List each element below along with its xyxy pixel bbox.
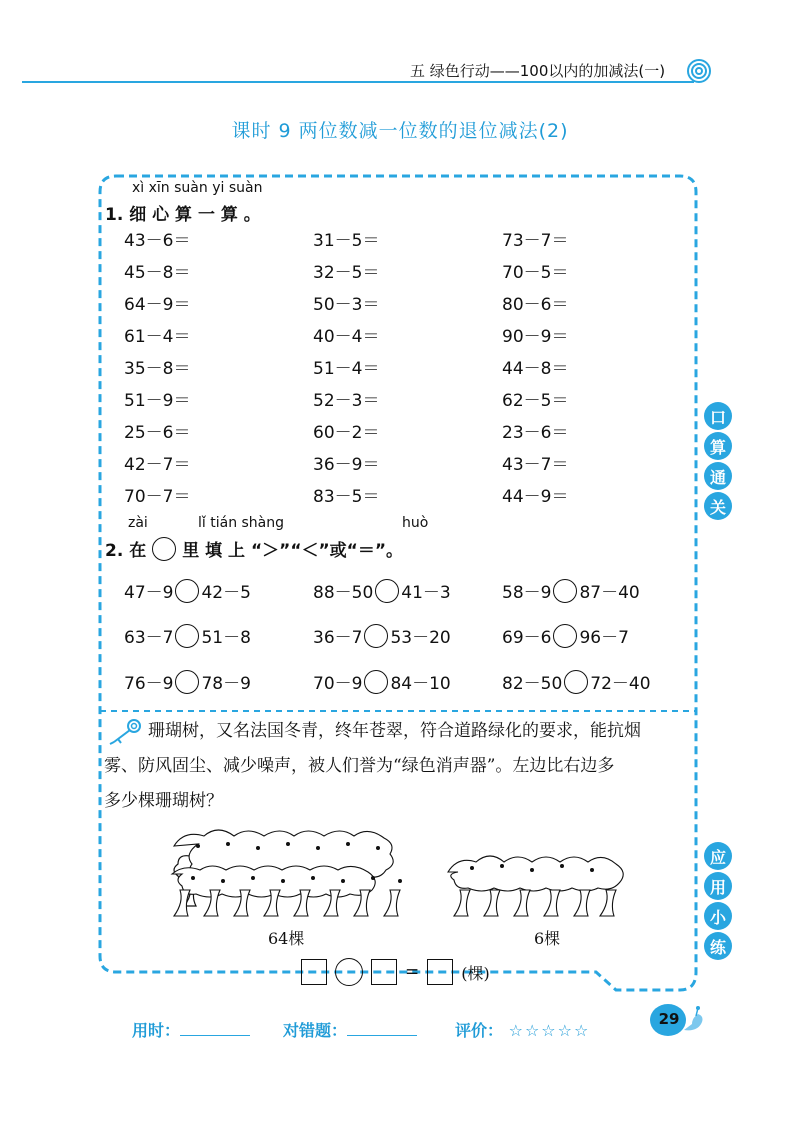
compare-answer-circle[interactable] [553, 579, 577, 603]
compare-left: 69－6 [502, 628, 552, 648]
rating-label: 评价： [455, 1021, 504, 1040]
side-tab-char: 关 [704, 492, 732, 520]
time-blank[interactable] [180, 1021, 250, 1036]
errors-field [283, 1018, 417, 1041]
header-divider [22, 81, 694, 83]
side-tab-mental-math [704, 402, 732, 520]
errors-blank[interactable] [347, 1021, 417, 1036]
calc-item: 73－7＝ [502, 231, 569, 251]
answer-box-1[interactable] [301, 959, 327, 985]
rating-field [455, 1018, 590, 1041]
page-number: 29 [658, 1010, 680, 1028]
calc-item: 64－9＝ [124, 295, 191, 315]
compare-item [124, 578, 251, 603]
compare-answer-circle[interactable] [364, 624, 388, 648]
q2-pinyin-huo: huò [402, 515, 429, 531]
compare-left: 47－9 [124, 583, 174, 603]
compare-item [502, 669, 651, 694]
q1-column-3 [502, 228, 568, 516]
answer-box-result[interactable] [427, 959, 453, 985]
compare-right: 96－7 [579, 628, 629, 648]
calc-item: 32－5＝ [313, 263, 380, 283]
side-tab-char: 练 [704, 932, 732, 960]
compare-right: 84－10 [390, 674, 451, 694]
compare-item [313, 578, 451, 603]
compare-right: 51－8 [201, 628, 251, 648]
rating-stars[interactable]: ☆☆☆☆☆ [508, 1021, 591, 1040]
compare-answer-circle[interactable] [364, 670, 388, 694]
calc-item: 36－9＝ [313, 455, 380, 475]
tree-group-right-illustration [444, 842, 624, 922]
story-line-2: 雾、防风固尘、减少噪声，被人们誉为“绿色消声器”。左边比右边多 [104, 756, 615, 776]
compare-left: 63－7 [124, 628, 174, 648]
operator-circle[interactable] [335, 958, 363, 986]
q2-heading [105, 536, 403, 561]
circle-placeholder-icon [152, 537, 176, 561]
calc-item: 51－9＝ [124, 391, 191, 411]
compare-item [313, 623, 451, 648]
calc-item: 83－5＝ [313, 487, 380, 507]
calc-item: 70－5＝ [502, 263, 569, 283]
compare-left: 36－7 [313, 628, 363, 648]
answer-equation [301, 958, 490, 986]
unit-label: (棵) [461, 963, 490, 983]
calc-item: 52－3＝ [313, 391, 380, 411]
compare-right: 41－3 [401, 583, 451, 603]
q1-column-1 [124, 228, 190, 516]
compare-left: 88－50 [313, 583, 374, 603]
compare-answer-circle[interactable] [553, 624, 577, 648]
calc-item: 35－8＝ [124, 359, 191, 379]
compare-answer-circle[interactable] [175, 670, 199, 694]
calc-item: 44－9＝ [502, 487, 569, 507]
compare-left: 58－9 [502, 583, 552, 603]
calc-item: 90－9＝ [502, 327, 569, 347]
compare-left: 70－9 [313, 674, 363, 694]
q1-column-2 [313, 228, 379, 516]
lesson-title: 课时 9 两位数减一位数的退位减法(2) [231, 120, 569, 142]
left-tree-count: 64棵 [268, 929, 305, 948]
q2-pinyin-li-tian-shang: lǐ tián shàng [198, 515, 285, 531]
q2-heading-prefix: 2. 在 [105, 541, 147, 561]
time-label: 用时： [132, 1021, 181, 1040]
compare-left: 82－50 [502, 674, 563, 694]
errors-label: 对错题： [283, 1021, 348, 1040]
answer-box-2[interactable] [371, 959, 397, 985]
compare-item [502, 578, 640, 603]
calc-item: 23－6＝ [502, 423, 569, 443]
calc-item: 61－4＝ [124, 327, 191, 347]
q1-pinyin: xì xīn suàn yi suàn [132, 180, 263, 196]
side-tab-application [704, 842, 732, 960]
side-tab-char: 通 [704, 462, 732, 490]
equals-sign: = [405, 962, 420, 982]
side-tab-char: 口 [704, 402, 732, 430]
compare-item [502, 623, 629, 648]
compare-answer-circle[interactable] [175, 624, 199, 648]
key-icon [104, 716, 144, 748]
calc-item: 42－7＝ [124, 455, 191, 475]
q2-heading-suffix: 里 填 上 “＞”“＜”或“＝”。 [182, 541, 404, 561]
calc-item: 60－2＝ [313, 423, 380, 443]
side-tab-char: 小 [704, 902, 732, 930]
compare-right: 42－5 [201, 583, 251, 603]
compare-answer-circle[interactable] [175, 579, 199, 603]
side-tab-char: 算 [704, 432, 732, 460]
q1-heading: 1. 细 心 算 一 算 。 [105, 205, 261, 225]
calc-item: 43－7＝ [502, 455, 569, 475]
compare-right: 53－20 [390, 628, 451, 648]
calc-item: 70－7＝ [124, 487, 191, 507]
story-line-1: 珊瑚树，又名法国冬青，终年苍翠，符合道路绿化的要求，能抗烟 [148, 721, 641, 741]
calc-item: 40－4＝ [313, 327, 380, 347]
calc-item: 62－5＝ [502, 391, 569, 411]
calc-item: 43－6＝ [124, 231, 191, 251]
side-tab-char: 用 [704, 872, 732, 900]
calc-item: 80－6＝ [502, 295, 569, 315]
compare-right: 72－40 [590, 674, 651, 694]
right-tree-count: 6棵 [534, 929, 561, 948]
story-line-3: 多少棵珊瑚树？ [104, 791, 223, 811]
compare-item [124, 669, 251, 694]
calc-item: 50－3＝ [313, 295, 380, 315]
side-tab-char: 应 [704, 842, 732, 870]
time-field [132, 1018, 250, 1041]
calc-item: 44－8＝ [502, 359, 569, 379]
q2-pinyin-zai: zài [128, 515, 148, 531]
compare-item [313, 669, 451, 694]
compare-answer-circle[interactable] [375, 579, 399, 603]
compare-answer-circle[interactable] [564, 670, 588, 694]
chapter-header: 五 绿色行动——100以内的加减法(一) [410, 62, 666, 80]
compare-right: 78－9 [201, 674, 251, 694]
compare-left: 76－9 [124, 674, 174, 694]
compare-right: 87－40 [579, 583, 640, 603]
compare-item [124, 623, 251, 648]
calc-item: 51－4＝ [313, 359, 380, 379]
tree-group-left-illustration [168, 826, 418, 922]
calc-item: 45－8＝ [124, 263, 191, 283]
calc-item: 25－6＝ [124, 423, 191, 443]
calc-item: 31－5＝ [313, 231, 380, 251]
